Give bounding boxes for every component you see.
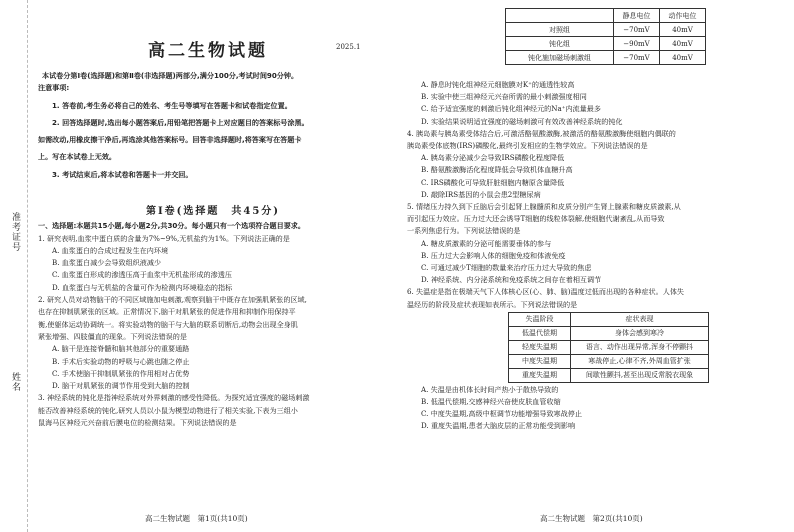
q4-option-b: B. 酪氨酸激酶活化程度降低会导致机体血糖升高 (421, 165, 573, 175)
q3-option-d: D. 实验结果说明适宜强度的磁场刺激可有效改善神经系统的钝化 (421, 116, 623, 126)
question-column-left (38, 203, 388, 429)
q2-option-a: A. 脑干是连接脊髓和脑其他部分的重要通路 (52, 344, 190, 354)
table-header-cell: 症状表现 (571, 312, 709, 326)
note-3: 3. 考试结束后,将本试卷和答题卡一并交回。 (52, 169, 193, 179)
q5-stem-3: 一系列焦虑行为。下列说法错误的是 (407, 226, 521, 236)
table-row (506, 51, 706, 65)
table-header-row (506, 9, 706, 23)
section-title: 第Ⅰ卷(选择题 共45分) (145, 206, 281, 217)
table-cell: 40mV (660, 23, 706, 37)
q3-option-b: B. 实验中使三组神经元兴奋所需的最小刺激强度相同 (421, 92, 587, 102)
q1-option-c: C. 血浆蛋白形成的渗透压高于血浆中无机盐形成的渗透压 (52, 270, 232, 280)
q5-option-a: A. 糖皮质激素的分泌可能需要垂体的参与 (421, 238, 552, 248)
q2-option-d: D. 脑干对肌紧张的调节作用受到大脑的控制 (52, 381, 190, 391)
name-label: 姓名 (10, 372, 20, 392)
q6-option-b: B. 低温代偿期,交感神经兴奋使皮肤血管收缩 (421, 397, 561, 407)
table-header-cell: 失温阶段 (509, 312, 571, 326)
q6-option-d: D. 重度失温期,患者大脑皮层的正常功能受到影响 (421, 421, 576, 431)
q4-option-c: C. IRS磷酸化可导致肝脏细胞内糖原含量降低 (421, 177, 565, 187)
exam-date: 2025.1 (336, 43, 361, 51)
table-cell: 中度失温期 (509, 354, 571, 368)
table-row (509, 326, 709, 340)
notes-heading: 注意事项: (38, 83, 70, 93)
note-2: 2. 回答选择题时,选出每小题答案后,用铅笔把答题卡上对应题目的答案标号涂黑。 (52, 117, 309, 127)
note-2-end: 上。写在本试卷上无效。 (38, 152, 117, 162)
q5-stem-2: 而引起压力效应。压力过大还会诱导T细胞的线粒体裂解,使细胞代谢紊乱,从而导致 (407, 214, 665, 224)
table-cell: 重度失温期 (509, 368, 571, 382)
q1-stem: 1. 研究表明,血浆中蛋白质的含量为7%~9%,无机盐约为1%。下列说法正确的是 (38, 233, 290, 243)
table-header-cell: 静息电位 (614, 9, 660, 23)
q5-stem-1: 5. 情绪压力持久到下丘脑后会引起肾上腺髓质和皮质分别产生肾上腺素和糖皮质激素,从 (407, 202, 681, 212)
q2-option-b: B. 手术后实验动物的呼吸与心跳也随之停止 (52, 356, 190, 366)
table-row (509, 340, 709, 354)
footer-page-1: 高二生物试题 第1页(共10页) (145, 514, 248, 523)
table-header-cell: 动作电位 (660, 9, 706, 23)
q3-stem-2: 能否改善神经系统的钝化,研究人员以小鼠为模型动物进行了相关实验,下表为三组小 (38, 405, 298, 415)
q2-option-c: C. 手术使脑干抑制肌紧张的作用相对占优势 (52, 368, 190, 378)
note-2-cont: 如需改动,用橡皮擦干净后,再选涂其他答案标号。回答非选择题时,将答案写在答题卡 (38, 135, 302, 145)
q1-option-d: D. 血浆蛋白与无机盐的含量可作为检测内环境稳态的指标 (52, 282, 233, 292)
table-cell: −70mV (614, 23, 660, 37)
membrane-potential-table (505, 8, 706, 65)
q2-stem-3: 衡,使躯体运动协调统一。将实验动物的脑干与大脑的联系切断后,动物会出现全身肌 (38, 319, 298, 329)
page-2 (397, 0, 794, 532)
footer-page-2: 高二生物试题 第2页(共10页) (540, 514, 643, 523)
intro-text: 本试卷分第Ⅰ卷(选择题)和第Ⅱ卷(非选择题)两部分,满分100分,考试时间90分钟。 (42, 71, 299, 80)
q2-stem-1: 2. 研究人员对动物脑干的不同区域施加电刺激,观察到脑干中既存在加强肌紧张的区域, (38, 295, 307, 305)
table-cell: 40mV (660, 51, 706, 65)
table-cell: 间歇性颤抖,甚至出现反常脱衣现象 (571, 368, 709, 382)
q3-option-c: C. 给予适宜强度的刺激后钝化组神经元的Na⁺内流量最多 (421, 104, 601, 114)
q1-option-b: B. 血浆蛋白减少会导致组织液减少 (52, 258, 162, 268)
binding-line (27, 0, 28, 532)
table-cell: 低温代偿期 (509, 326, 571, 340)
table-header-cell (506, 9, 614, 23)
q3-stem-3: 鼠海马区神经元兴奋前后膜电位的检测结果。下列说法错误的是 (38, 418, 237, 428)
hypothermia-table (508, 312, 709, 383)
table-cell: 语言、动作出现异常,浑身不停颤抖 (571, 340, 709, 354)
table-row (509, 368, 709, 382)
part-intro: 一、选择题:本题共15小题,每小题2分,共30分。每小题只有一个选项符合题目要求。 (38, 221, 305, 231)
table-cell: 轻度失温期 (509, 340, 571, 354)
table-cell: 钝化施加磁场刺激组 (506, 51, 614, 65)
q6-option-c: C. 中度失温期,高级中枢调节功能增强导致寒战停止 (421, 409, 582, 419)
q5-option-d: D. 神经系统、内分泌系统和免疫系统之间存在着相互调节 (421, 275, 602, 285)
q4-stem-2: 胰岛素受体底物(IRS)磷酸化,最终引发相应的生物学效应。下列说法错误的是 (407, 141, 648, 151)
q6-option-a: A. 失温是由机体长时间产热小于散热导致的 (421, 384, 559, 394)
q4-option-d: D. 敲除IRS基因的小鼠会患2型糖尿病 (421, 189, 541, 199)
q2-stem-4: 紧张增强、四肢僵直的现象。下列说法错误的是 (38, 331, 187, 341)
table-cell: 钝化组 (506, 37, 614, 51)
table-cell: 40mV (660, 37, 706, 51)
q6-stem-2: 温经历的阶段及症状表现如表所示。下列说法错误的是 (407, 299, 578, 309)
table-cell: 身体会感到寒冷 (571, 326, 709, 340)
table-cell: −70mV (614, 51, 660, 65)
q5-option-c: C. 可通过减少T细胞的数量来治疗压力过大导致的焦虑 (421, 263, 592, 273)
table-cell: −90mV (614, 37, 660, 51)
table-cell: 对照组 (506, 23, 614, 37)
q2-stem-2: 也存在抑制肌紧张的区域。正常情况下,脑干对肌紧张的促进作用和抑制作用保持平 (38, 307, 296, 317)
table-row (506, 23, 706, 37)
table-row (506, 37, 706, 51)
exam-id-label: 准考证号 (10, 212, 20, 252)
table-cell: 寒战停止,心律不齐,外周血管扩张 (571, 354, 709, 368)
q4-option-a: A. 胰岛素分泌减少会导致IRS磷酸化程度降低 (421, 153, 565, 163)
page-title: 高二生物试题 (148, 41, 268, 61)
q6-stem-1: 6. 失温症是指在极端天气下人体核心区(心、肺、脑)温度过低而出现的各种症状。人体失 (407, 287, 685, 297)
q3-stem-1: 3. 神经系统的钝化是指神经系统对外界刺激的感受性降低。为探究适宜强度的磁场刺激 (38, 393, 310, 403)
question-column-right (407, 79, 785, 433)
binding-margin (0, 0, 30, 532)
note-1: 1. 答卷前,考生务必将自己的姓名、考生号等填写在答题卡和试卷指定位置。 (52, 100, 292, 110)
q4-stem-1: 4. 胰岛素与胰岛素受体结合后,可激活酪氨酸激酶,被激活的酪氨酸激酶使细胞内偶联的 (407, 128, 676, 138)
table-header-row (509, 312, 709, 326)
table-row (509, 354, 709, 368)
q3-option-a: A. 静息时钝化组神经元细胞膜对K⁺的通透性较高 (421, 80, 575, 89)
q1-option-a: A. 血浆蛋白的合成过程发生在内环境 (52, 245, 169, 255)
q5-option-b: B. 压力过大会影响人体的细胞免疫和体液免疫 (421, 250, 566, 260)
instructions (38, 70, 388, 181)
